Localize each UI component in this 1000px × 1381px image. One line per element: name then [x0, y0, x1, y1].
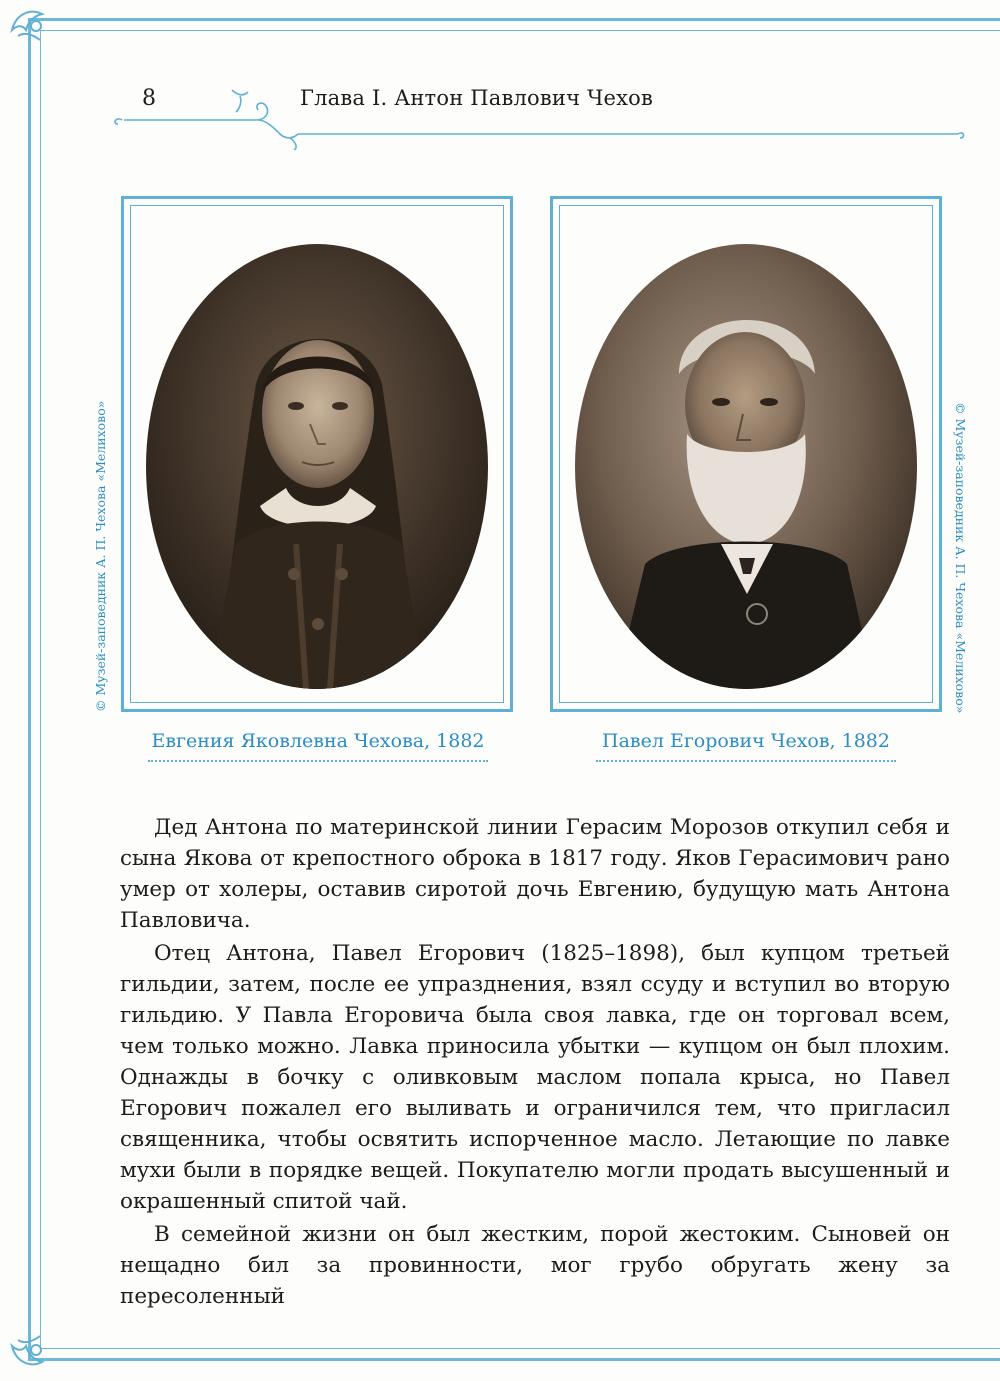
running-title: Глава I. Антон Павлович Чехов — [300, 86, 654, 110]
header-divider-ornament — [108, 82, 968, 150]
caption-divider — [148, 760, 488, 762]
photo-credit-left: © Музей-заповедник А. П. Чехова «Мелихово» — [93, 400, 108, 712]
photo-credit-right: © Музей-заповедник А. П. Чехова «Мелихово» — [953, 402, 968, 714]
paragraph: В семейной жизни он был жестким, порой жестоким. Сыновей он нещадно бил за провинности, мог грубо обругать жену за пересоленный — [120, 1222, 950, 1309]
body-text — [120, 812, 950, 1314]
page-number: 8 — [142, 86, 156, 111]
portrait-photo-woman — [146, 244, 488, 689]
caption-mother: Евгения Яковлевна Чехова, 1882 — [151, 730, 485, 752]
photo-frame-father — [550, 196, 942, 712]
corner-ornament-bottom — [6, 1330, 52, 1376]
corner-ornament-top — [6, 0, 52, 46]
portrait-photo-man — [575, 244, 917, 689]
paragraph: Отец Антона, Павел Егорович (1825–1898), был купцом третьей гильдии, затем, после ее упразднения, взял ссуду и вступил во вторую гильдию. У Павла Егоровича была своя лавка, где он торговал всем, чем только можно. Лавка приносила убытки — купцом он был плохим. Однажды в бочку с оливковым маслом попала крыса, но Павел Егорович пожалел его выливать и ограничился тем, что пригласил священника, чтобы освятить испорченное масло. Летающие по лавке мухи были в порядке вещей. Покупателю могли продать высушенный и окрашенный спитой чай. — [120, 941, 950, 1214]
paragraph: Дед Антона по материнской линии Герасим Морозов откупил себя и сына Якова от крепостного оброка в 1817 году. Яков Герасимович рано умер от холеры, оставив сиротой дочь Евгению, будущую мать Антона Павловича. — [120, 815, 950, 933]
photo-frame-mother — [121, 196, 513, 712]
caption-divider — [596, 760, 896, 762]
caption-father: Павел Егорович Чехов, 1882 — [602, 730, 890, 752]
